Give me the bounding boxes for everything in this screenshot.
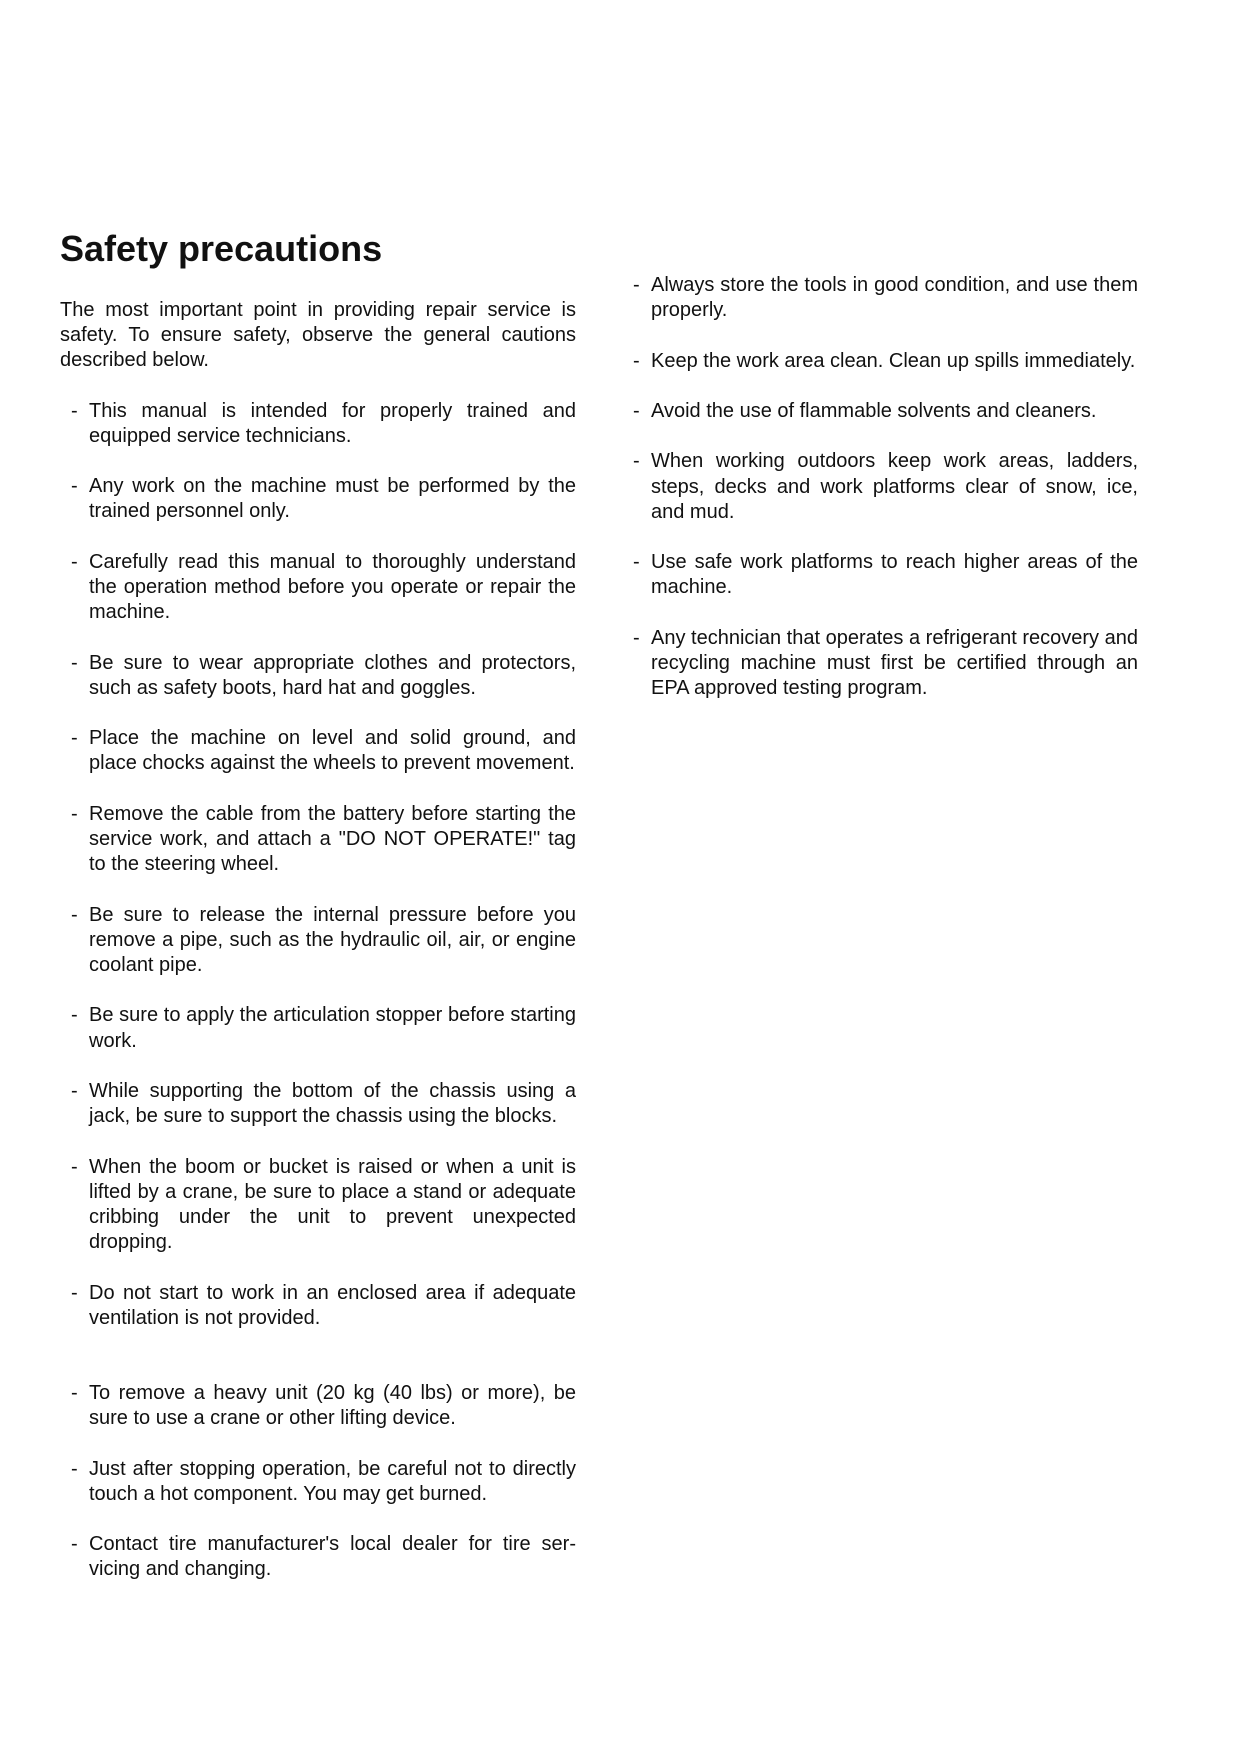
bullet-dash: - bbox=[633, 551, 640, 574]
list-item bbox=[60, 903, 576, 979]
right-column bbox=[622, 273, 1138, 727]
bullet-dash: - bbox=[71, 802, 78, 825]
list-item-text: Be sure to apply the articulation stopper before starting work. bbox=[89, 1004, 576, 1052]
bullet-dash: - bbox=[71, 399, 78, 422]
list-item bbox=[622, 399, 1138, 424]
list-item bbox=[60, 474, 576, 524]
bullet-dash: - bbox=[71, 903, 78, 926]
page-title: Safety precautions bbox=[60, 228, 383, 269]
bullet-dash: - bbox=[633, 349, 640, 372]
list-item-text: Contact tire manufacturer's local dealer for tire servicing and changing. bbox=[89, 1533, 576, 1581]
list-item-text: Avoid the use of flammable solvents and cleaners. bbox=[651, 399, 1097, 422]
bullet-dash: - bbox=[633, 399, 640, 422]
bullet-dash: - bbox=[71, 651, 78, 674]
list-item-text: Keep the work area clean. Clean up spills immediately. bbox=[651, 349, 1136, 372]
list-item bbox=[60, 1281, 576, 1331]
list-item-text: Use safe work platforms to reach higher areas of the machine. bbox=[651, 551, 1138, 599]
bullet-dash: - bbox=[71, 1381, 78, 1404]
list-item-text: This manual is intended for properly trained and equipped service technicians. bbox=[89, 399, 576, 447]
bullet-dash: - bbox=[71, 727, 78, 750]
bullet-dash: - bbox=[633, 626, 640, 649]
bullet-dash: - bbox=[71, 550, 78, 573]
list-item-text: Any technician that operates a refrigerant recovery and recycling machine must first be certified through an EPA approved testing program. bbox=[651, 626, 1138, 700]
bullet-dash: - bbox=[71, 1281, 78, 1304]
list-item bbox=[60, 399, 576, 449]
bullet-dash: - bbox=[633, 274, 640, 296]
list-item bbox=[622, 449, 1138, 525]
list-item bbox=[60, 1003, 576, 1053]
bullet-dash: - bbox=[633, 450, 640, 473]
list-item-text: Carefully read this manual to thoroughly understand the operation method before you operate or repair the machine. bbox=[89, 550, 576, 624]
bullet-dash: - bbox=[71, 1079, 78, 1102]
list-item-text: Be sure to wear appropriate clothes and protectors, such as safety boots, hard hat and goggles. bbox=[89, 651, 576, 699]
list-item bbox=[622, 349, 1138, 374]
list-item-text: Just after stopping operation, be careful not to directly touch a hot component. You may get burned. bbox=[89, 1457, 576, 1505]
list-item bbox=[60, 1532, 576, 1582]
list-item bbox=[60, 651, 576, 701]
list-item-text: Do not start to work in an enclosed area if adequate ventilation is not provided. bbox=[89, 1281, 576, 1329]
list-item bbox=[622, 550, 1138, 600]
list-item-text: Always store the tools in good condition, and use them properly. bbox=[651, 274, 1138, 322]
bullet-dash: - bbox=[71, 1457, 78, 1480]
bullet-dash: - bbox=[71, 475, 78, 498]
list-item bbox=[60, 1079, 576, 1129]
list-item bbox=[60, 1457, 576, 1507]
list-item bbox=[622, 273, 1138, 323]
list-item-text: While supporting the bottom of the chassis using a jack, be sure to support the chassis using the blocks. bbox=[89, 1079, 576, 1128]
list-item-text: When working outdoors keep work areas, ladders, steps, decks and work platforms clear of snow, ice, and mud. bbox=[651, 450, 1138, 523]
list-item bbox=[60, 1155, 576, 1256]
list-item-text: Be sure to release the internal pressure before you remove a pipe, such as the hydraulic oil, air, or engine coolant pipe. bbox=[89, 903, 576, 976]
list-item bbox=[60, 1381, 576, 1431]
list-item bbox=[60, 726, 576, 776]
list-item bbox=[60, 550, 576, 626]
bullet-dash: - bbox=[71, 1004, 78, 1027]
bullet-dash: - bbox=[71, 1533, 78, 1556]
list-item-text: To remove a heavy unit (20 kg (40 lbs) or more), be sure to use a crane or other lifting device. bbox=[89, 1381, 576, 1430]
intro-paragraph: The most important point in providing repair service is safety. To ensure safety, observe the general cautions described below. bbox=[60, 299, 576, 372]
list-item-text: Place the machine on level and solid ground, and place chocks against the wheels to prevent movement. bbox=[89, 727, 576, 775]
list-item-text: Remove the cable from the battery before starting the service work, and attach a "DO NOT OPERATE!" tag to the steering wheel. bbox=[89, 802, 576, 876]
list-item bbox=[622, 626, 1138, 702]
list-item-text: When the boom or bucket is raised or when a unit is lifted by a crane, be sure to place a stand or adequate cribbing under the unit to prevent unexpected dropping. bbox=[89, 1155, 576, 1254]
bullet-dash: - bbox=[71, 1155, 78, 1178]
left-column bbox=[60, 298, 576, 1608]
list-item bbox=[60, 802, 576, 878]
list-item-text: Any work on the machine must be performed by the trained personnel only. bbox=[89, 475, 576, 523]
